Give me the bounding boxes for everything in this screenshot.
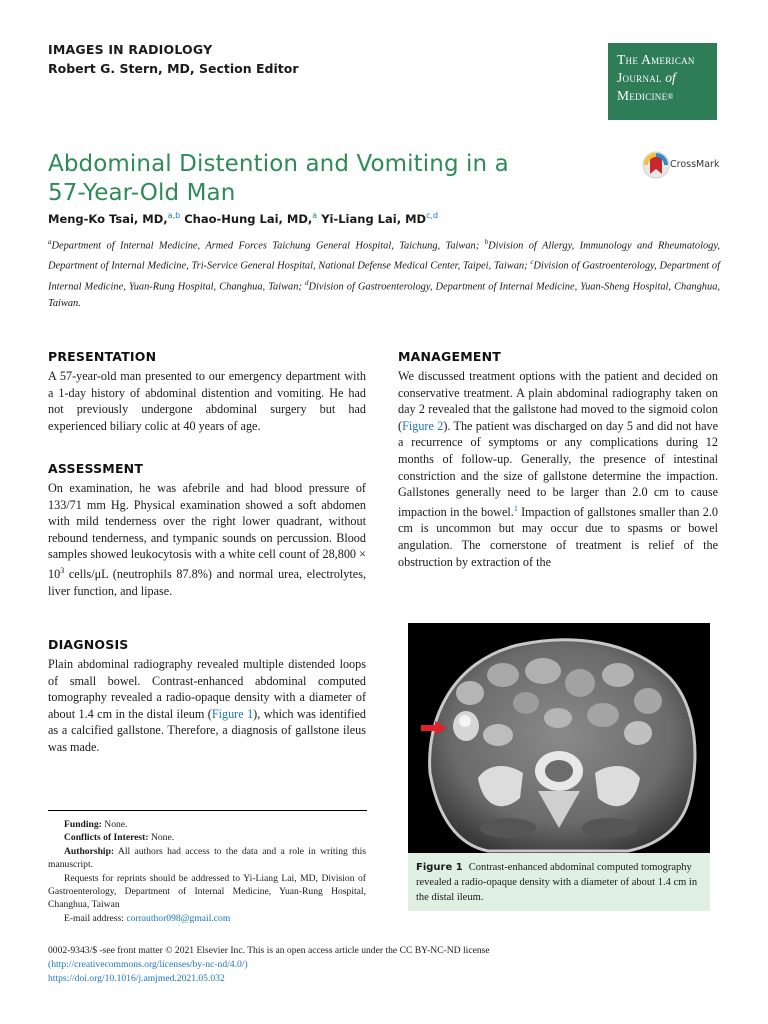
figure-caption [408, 853, 710, 911]
ct-scan-image[interactable] [408, 623, 710, 853]
conflicts-label: Conflicts of Interest: [64, 832, 149, 844]
affiliation-text: Division of Gastroenterology, Department of Internal Medicine, Yuan-Sheng Hospital, Changhua, Taiwan. [48, 281, 720, 310]
article-title-line1: Abdominal Distention and Vomiting in a [48, 151, 509, 177]
affil-marker: d [304, 278, 309, 287]
email-note [48, 912, 366, 925]
funding-text: None. [101, 819, 128, 830]
authorship-label: Authorship: [64, 845, 115, 857]
affil-marker: b [484, 238, 489, 246]
affiliation-text: Division of Allergy, Immunology and Rheumatology, Department of Internal Medicine, Tri-Service General Hospital, National Defense Medical Center, Taipei, Taiwan; [48, 240, 721, 272]
authorship-text: All authors had access to the data and a role in writing this manuscript. [48, 845, 366, 871]
exponent: 3 [60, 565, 65, 575]
affil-marker: a [48, 238, 52, 246]
diagnosis-text: ), which was identified as a calcified gallstone. Therefore, a diagnosis of gallstone ileus was made. [48, 706, 366, 754]
author-affil-sup[interactable]: a,b [167, 211, 181, 220]
assessment-section [48, 461, 366, 599]
article-title [48, 150, 608, 208]
affil-marker: c [530, 258, 534, 267]
management-section [398, 349, 718, 570]
section-editor: Robert G. Stern, MD, Section Editor [48, 61, 299, 76]
author-affil-sup[interactable]: c,d [426, 211, 439, 220]
figure-label: Figure 1 [416, 862, 463, 873]
diagnosis-body [48, 656, 366, 756]
reference-link[interactable]: 1 [513, 503, 518, 513]
conflicts-note [48, 831, 366, 844]
assessment-text: cells/μL (neutrophils 87.8%) and normal urea, electrolytes, liver function, and lipase. [48, 567, 366, 598]
article-title-line2: 57-Year-Old Man [48, 180, 236, 206]
copyright-line: 0002-9343/$ -see front matter © 2021 Elsevier Inc. This is an open access article under the CC BY-NC-ND license [48, 945, 490, 956]
copyright-block [48, 944, 648, 986]
management-text: Impaction of gallstones smaller than 2.0 cm is uncommon but may occur due to spasms or bowel angulation. The cornerstone of treatment is relief of the obstruction by extraction of the [398, 504, 718, 569]
presentation-body: A 57-year-old man presented to our emergency department with a 1-day history of abdominal distention and vomiting. He had not previously undergone abdominal surgery but had experienced biliary colic at 40 years of age. [48, 369, 366, 433]
footnotes [48, 818, 366, 925]
affiliation-text: Department of Internal Medicine, Armed Forces Taichung General Hospital, Taichung, Taiwan; [51, 240, 485, 252]
section-heading-presentation: PRESENTATION [48, 349, 157, 364]
registered-mark: ® [667, 91, 674, 101]
affiliation-text: Division of Gastroenterology, Department of Internal Medicine, Yuan-Rung Hospital, Changhua, Taiwan; [48, 260, 720, 293]
figure-caption-text: Contrast-enhanced abdominal computed tomography revealed a radio-opaque density with a diameter of about 1.4 cm in the distal ileum. [416, 862, 698, 903]
figure-2-link[interactable]: Figure 2 [402, 418, 444, 433]
email-link[interactable]: corrauthor098@gmail.com [126, 912, 231, 924]
funding-note [48, 818, 366, 831]
section-heading-diagnosis: DIAGNOSIS [48, 637, 129, 652]
author-name: Meng-Ko Tsai, MD, [48, 211, 168, 226]
management-text: We discussed treatment options with the patient and decided on conservative treatment. A plain abdominal radiography taken on day 2 revealed that the gallstone had moved to the sigmoid colon ( [398, 369, 718, 433]
author-affil-sup[interactable]: a [312, 211, 318, 220]
authorship-note [48, 845, 366, 872]
author-name: Yi-Liang Lai, MD [321, 211, 427, 226]
footnote-divider [48, 810, 367, 811]
journal-logo[interactable] [608, 43, 717, 120]
crossmark-icon[interactable] [642, 150, 670, 180]
assessment-text: On examination, he was afebrile and had blood pressure of 133/71 mm Hg. Physical examination showed a soft abdomen with mild tenderness over the right lower quadrant, without rebound tenderness, and tympanic sounds on percussion. Blood samples showed leukocytosis with a white cell count of 28,800 × 10 [48, 481, 366, 582]
diagnosis-section [48, 637, 366, 756]
management-text: ). The patient was discharged on day 5 and did not have a recurrence of symptoms or any complications during 12 months of follow-up. Generally, the presence of intestinal constriction and the size of gallstone determine the impaction. Gallstones generally need to be larger than 2.0 cm to cause impaction in the bowel. [398, 418, 718, 519]
journal-logo-line3: Medicine [617, 88, 668, 103]
section-label: IMAGES IN RADIOLOGY [48, 42, 213, 57]
license-link[interactable]: (http://creativecommons.org/licenses/by-nc-nd/4.0/) [48, 959, 248, 970]
journal-logo-line2: Journal [617, 70, 662, 85]
red-arrow-icon [421, 721, 447, 735]
journal-logo-of: of [665, 70, 676, 85]
figure-1-link[interactable]: Figure 1 [211, 706, 254, 721]
diagnosis-text: Plain abdominal radiography revealed multiple distended loops of small bowel. Contrast-enhanced abdominal computed tomography revealed a radio-opaque density with a diameter of about 1.4 cm in the distal ileum ( [48, 657, 366, 721]
affiliations [48, 234, 720, 312]
presentation-section [48, 349, 366, 434]
assessment-body [48, 480, 366, 599]
section-heading-management: MANAGEMENT [398, 349, 502, 364]
management-body [398, 368, 718, 570]
reprints-note: Requests for reprints should be addressed to Yi-Liang Lai, MD, Division of Gastroenterology, Department of Internal Medicine, Yuan-Rung Hospital, Changhua, Taiwan [48, 872, 366, 911]
email-label: E-mail address: [64, 912, 127, 924]
section-heading-assessment: ASSESSMENT [48, 461, 144, 476]
doi-link[interactable]: https://doi.org/10.1016/j.amjmed.2021.05.032 [48, 973, 225, 984]
author-name: Chao-Hung Lai, MD, [184, 211, 313, 226]
crossmark-label[interactable]: CrossMark [670, 159, 720, 170]
journal-logo-line1: The American [617, 52, 695, 67]
conflicts-text: None. [148, 832, 175, 844]
funding-label: Funding: [64, 819, 102, 830]
author-list [48, 211, 438, 226]
